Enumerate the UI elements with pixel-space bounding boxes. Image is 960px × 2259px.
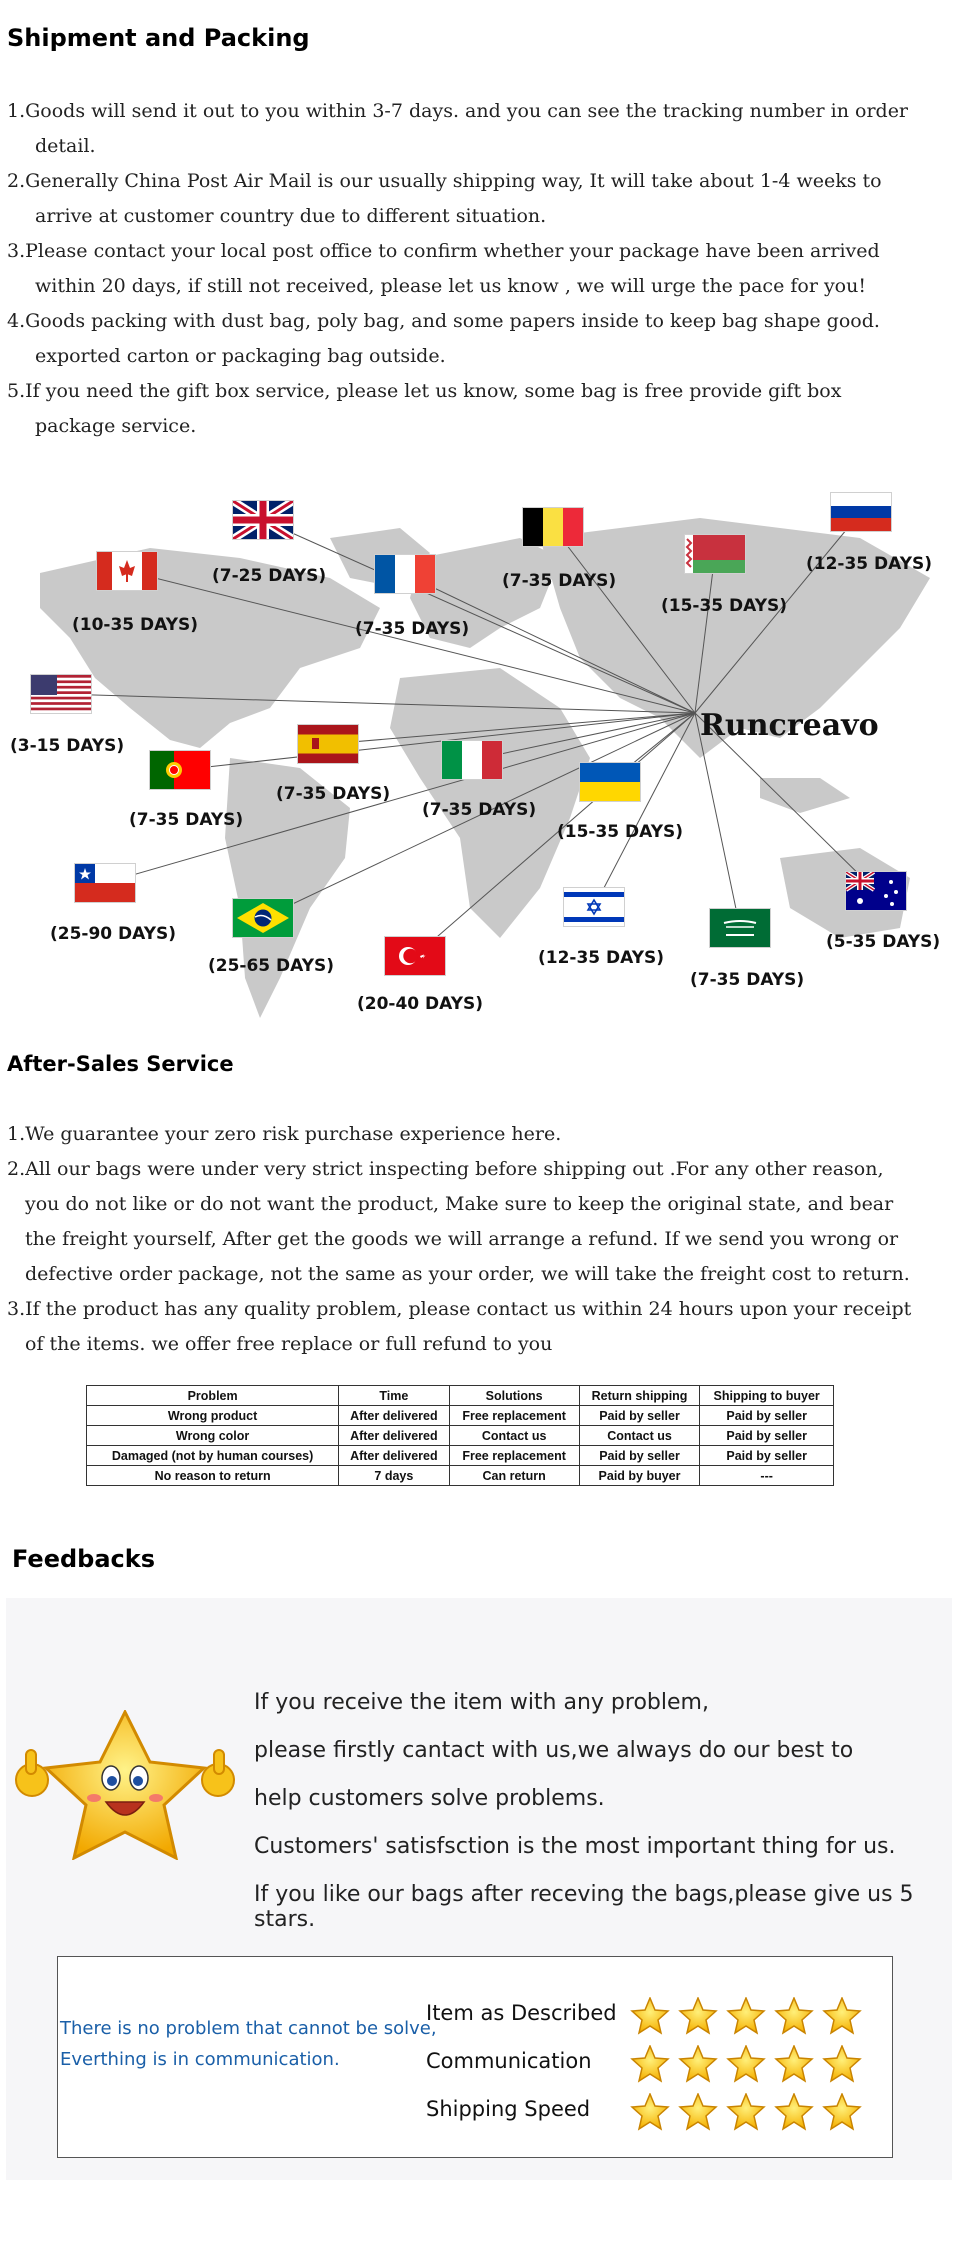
delivery-days-label: (15-35 DAYS): [661, 596, 788, 616]
slogan-line-1: There is no problem that cannot be solve,: [60, 2018, 437, 2039]
rating-label: Shipping Speed: [426, 2097, 591, 2121]
delivery-days-label: (7-35 DAYS): [355, 619, 470, 639]
israel-flag: [563, 887, 625, 927]
canada-flag: [96, 551, 158, 591]
delivery-days-label: (25-90 DAYS): [50, 924, 177, 944]
shipment-item-continued: detail.: [35, 135, 96, 157]
shipment-item: 3.Please contact your local post office to confirm whether your package have been arrived: [7, 240, 880, 262]
shipment-item: 4.Goods packing with dust bag, poly bag, and some papers inside to keep bag shape good.: [7, 310, 880, 332]
table-cell: Wrong product: [87, 1406, 339, 1426]
feedback-line: help customers solve problems.: [254, 1786, 605, 1811]
shipment-item-continued: within 20 days, if still not received, please let us know , we will urge the pace for you!: [35, 275, 866, 297]
star-icon: [630, 1997, 670, 2039]
table-cell: Paid by seller: [700, 1406, 834, 1426]
rating-box: [57, 1956, 893, 2158]
turkey-flag: [384, 936, 446, 976]
ukraine-flag: [579, 762, 641, 802]
after-sales-list: [7, 1117, 957, 1362]
shipment-item-continued: arrive at customer country due to different situation.: [35, 205, 547, 227]
delivery-days-label: (7-25 DAYS): [212, 566, 327, 586]
shipment-heading: Shipment and Packing: [7, 24, 310, 52]
table-header-cell: Time: [339, 1386, 449, 1406]
rating-label: Communication: [426, 2049, 592, 2073]
delivery-days-label: (12-35 DAYS): [806, 554, 933, 574]
after-sales-item: 1.We guarantee your zero risk purchase experience here.: [7, 1123, 562, 1145]
after-sales-item-continued: you do not like or do not want the product, Make sure to keep the original state, and bear: [25, 1193, 894, 1215]
after-sales-item: 3.If the product has any quality problem, please contact us within 24 hours upon your receipt: [7, 1298, 912, 1320]
chile-flag: [74, 863, 136, 903]
table-row: [87, 1466, 834, 1486]
delivery-days-label: (15-35 DAYS): [557, 822, 684, 842]
star-icon: [726, 2045, 766, 2087]
feedback-line: please firstly cantact with us,we always do our best to: [254, 1738, 854, 1763]
australia-flag: [845, 871, 907, 911]
after-sales-item-continued: of the items. we offer free replace or full refund to you: [25, 1333, 553, 1355]
shipment-item: 2.Generally China Post Air Mail is our usually shipping way, It will take about 1-4 weeks to: [7, 170, 882, 192]
delivery-days-label: (5-35 DAYS): [826, 932, 941, 952]
star-icon: [774, 2045, 814, 2087]
brazil-flag: [232, 898, 294, 938]
shipment-item: 1.Goods will send it out to you within 3-7 days. and you can see the tracking number in order: [7, 100, 909, 122]
after-sales-item: 2.All our bags were under very strict inspecting before shipping out .For any other reason,: [7, 1158, 884, 1180]
table-cell: Free replacement: [449, 1406, 579, 1426]
shipment-item-continued: exported carton or packaging bag outside.: [35, 345, 446, 367]
shipping-map: [0, 478, 960, 1056]
delivery-days-label: (10-35 DAYS): [72, 615, 199, 635]
shipment-item-continued: package service.: [35, 415, 197, 437]
star-icon: [726, 1997, 766, 2039]
table-cell: No reason to return: [87, 1466, 339, 1486]
belgium-flag: [522, 507, 584, 547]
route-line: [594, 713, 695, 907]
table-cell: ---: [700, 1466, 834, 1486]
after-sales-heading: After-Sales Service: [7, 1052, 234, 1076]
france-flag: [374, 554, 436, 594]
table-header-cell: Shipping to buyer: [700, 1386, 834, 1406]
after-sales-item-continued: the freight yourself, After get the goods we will arrange a refund. If we send you wrong or: [25, 1228, 899, 1250]
star-icon: [822, 2093, 862, 2135]
table-cell: Paid by buyer: [579, 1466, 700, 1486]
star-icon: [774, 1997, 814, 2039]
saudi-flag: [709, 908, 771, 948]
portugal-flag: [149, 750, 211, 790]
feedback-line: Customers' satisfsction is the most important thing for us.: [254, 1834, 896, 1859]
delivery-days-label: (12-35 DAYS): [538, 948, 665, 968]
star-icon: [774, 2093, 814, 2135]
table-cell: Damaged (not by human courses): [87, 1446, 339, 1466]
uk-flag: [232, 500, 294, 540]
return-policy-table: [86, 1385, 834, 1486]
table-cell: Paid by seller: [700, 1446, 834, 1466]
spain-flag: [297, 724, 359, 764]
table-header-cell: Problem: [87, 1386, 339, 1406]
star-icon: [822, 2045, 862, 2087]
delivery-days-label: (20-40 DAYS): [357, 994, 484, 1014]
star-icon: [630, 2045, 670, 2087]
table-cell: 7 days: [339, 1466, 449, 1486]
star-icon: [678, 2045, 718, 2087]
delivery-days-label: (7-35 DAYS): [129, 810, 244, 830]
delivery-days-label: (7-35 DAYS): [422, 800, 537, 820]
table-cell: Contact us: [449, 1426, 579, 1446]
delivery-days-label: (25-65 DAYS): [208, 956, 335, 976]
table-cell: Can return: [449, 1466, 579, 1486]
usa-flag: [30, 674, 92, 714]
after-sales-item-continued: defective order package, not the same as your order, we will take the freight cost to return.: [25, 1263, 910, 1285]
feedback-line: If you like our bags after receving the bags,please give us 5 stars.: [254, 1882, 914, 1932]
russia-flag: [830, 492, 892, 532]
table-cell: Free replacement: [449, 1446, 579, 1466]
feedbacks-heading: Feedbacks: [12, 1545, 156, 1573]
delivery-days-label: (7-35 DAYS): [690, 970, 805, 990]
star-icon: [630, 2093, 670, 2135]
table-header-cell: Solutions: [449, 1386, 579, 1406]
table-header-row: [87, 1386, 834, 1406]
table-cell: Paid by seller: [579, 1406, 700, 1426]
star-rating: [630, 2045, 862, 2087]
table-cell: Paid by seller: [700, 1426, 834, 1446]
shipment-item: 5.If you need the gift box service, please let us know, some bag is free provide gift box: [7, 380, 842, 402]
route-line: [695, 713, 740, 928]
rating-label: Item as Described: [426, 2001, 617, 2025]
star-icon: [678, 2093, 718, 2135]
table-row: [87, 1446, 834, 1466]
star-icon: [822, 1997, 862, 2039]
table-cell: Paid by seller: [579, 1446, 700, 1466]
star-icon: [678, 1997, 718, 2039]
table-cell: After delivered: [339, 1426, 449, 1446]
table-cell: After delivered: [339, 1406, 449, 1426]
table-cell: Contact us: [579, 1426, 700, 1446]
table-row: [87, 1406, 834, 1426]
brand-name: Runcreavo: [700, 708, 879, 743]
delivery-days-label: (3-15 DAYS): [10, 736, 125, 756]
shipment-list: [7, 94, 957, 444]
smiling-star-mascot-icon: [14, 1710, 236, 1860]
star-icon: [726, 2093, 766, 2135]
table-row: [87, 1426, 834, 1446]
star-rating: [630, 1997, 862, 2039]
table-cell: After delivered: [339, 1446, 449, 1466]
feedback-line: If you receive the item with any problem,: [254, 1690, 709, 1715]
table-cell: Wrong color: [87, 1426, 339, 1446]
delivery-days-label: (7-35 DAYS): [276, 784, 391, 804]
star-rating: [630, 2093, 862, 2135]
italy-flag: [441, 740, 503, 780]
table-header-cell: Return shipping: [579, 1386, 700, 1406]
slogan-line-2: Everthing is in communication.: [60, 2049, 340, 2070]
belarus-flag: [684, 534, 746, 574]
delivery-days-label: (7-35 DAYS): [502, 571, 617, 591]
